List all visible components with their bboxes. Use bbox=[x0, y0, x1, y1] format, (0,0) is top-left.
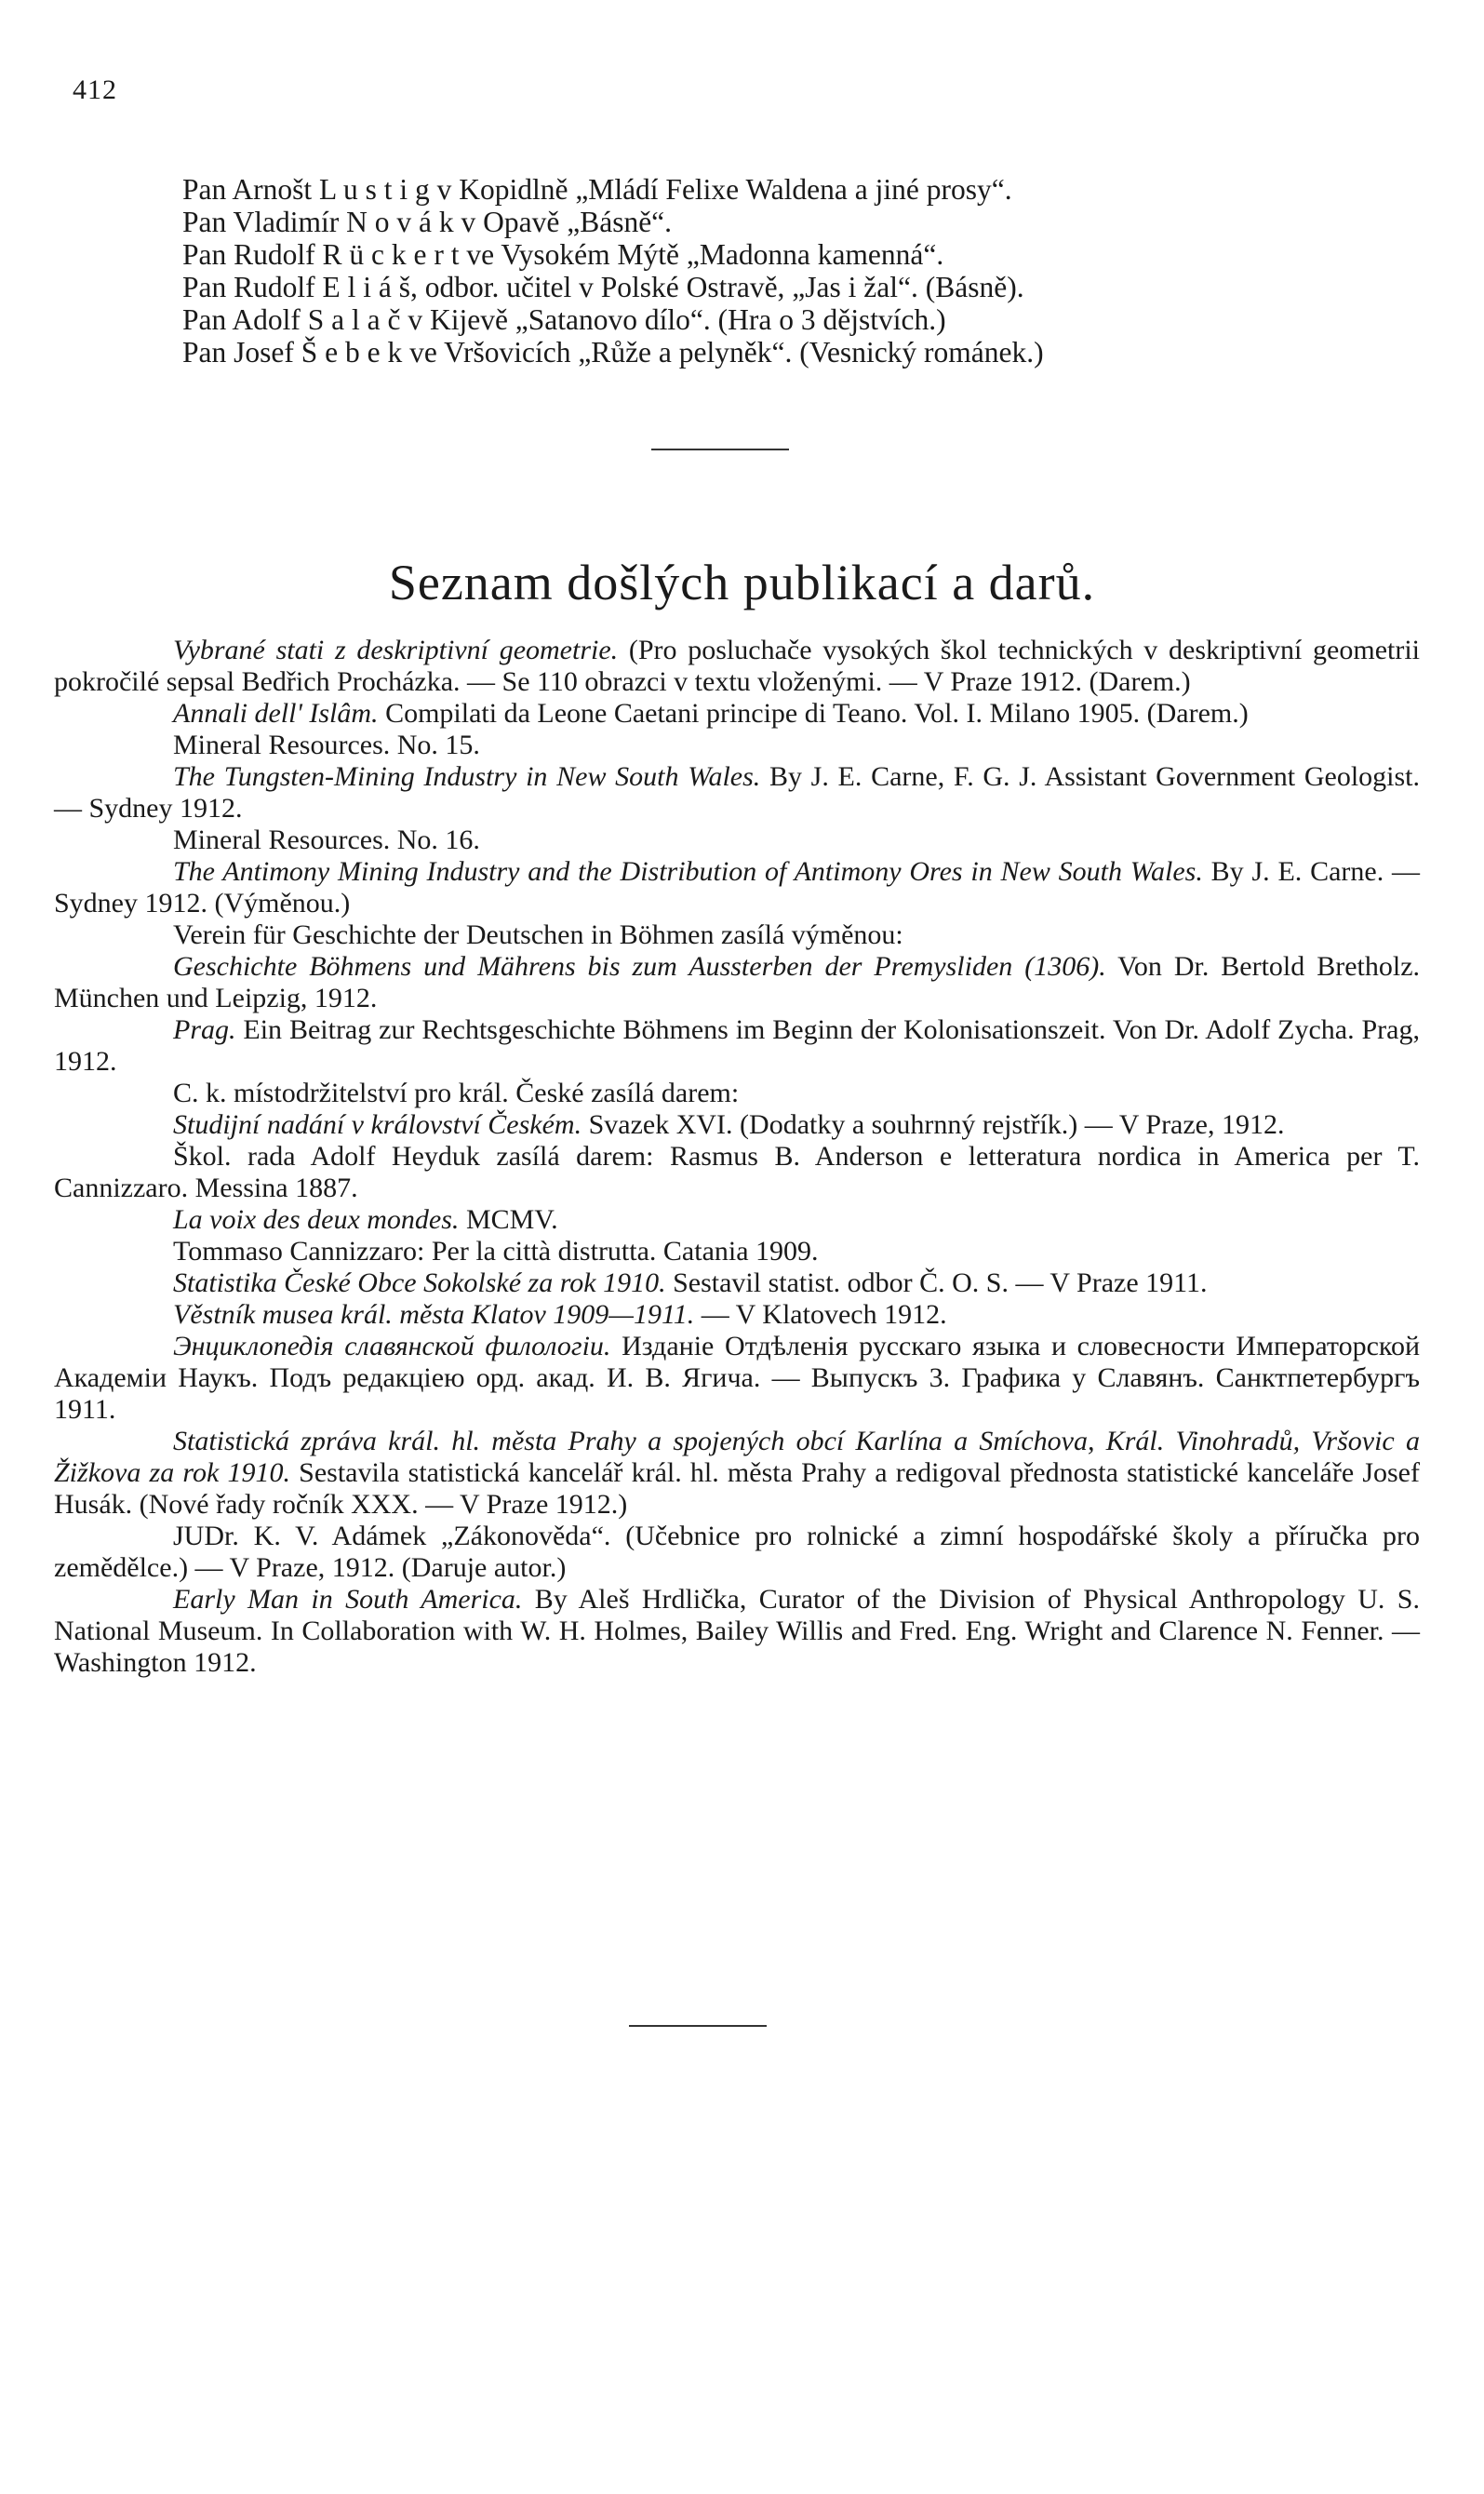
publication-entry bbox=[54, 1331, 1420, 1426]
entry-text: Mineral Resources. No. 15. bbox=[173, 730, 480, 760]
entry-title: La voix des deux mondes. bbox=[173, 1204, 460, 1235]
publication-entry bbox=[54, 919, 1420, 951]
entry-text: Sestavil statist. odbor Č. O. S. — V Praze 1911. bbox=[665, 1267, 1208, 1298]
publication-entry bbox=[54, 1204, 1420, 1236]
author-line: Pan Rudolf R ü c k e r t ve Vysokém Mýtě „Madonna kamenná“. bbox=[182, 238, 944, 271]
publication-entry bbox=[54, 951, 1420, 1014]
entry-title: Statistická zpráva král. hl. města Prahy a spojených obcí Karlína a Smíchova, Král. Vinohradů, Vršovic a Žižkova za rok 1910. bbox=[54, 1426, 1420, 1488]
entry-title: Geschichte Böhmens und Mährens bis zum Aussterben der Premysliden (1306). bbox=[173, 951, 1106, 982]
entry-text: Von Dr. Bertold Bretholz. München und Leipzig, 1912. bbox=[54, 951, 1421, 1013]
publication-entry bbox=[54, 730, 1420, 761]
entry-text: Compilati da Leone Caetani principe di Teano. Vol. I. Milano 1905. (Darem.) bbox=[378, 698, 1249, 729]
publication-entry bbox=[54, 1109, 1420, 1141]
entry-text: By Aleš Hrdlička, Curator of the Division of Physical Anthropology U. S. National Museum. In Collaboration with W. H. Holmes, Bailey Willis and Fred. Eng. Wright and Clarence N. Fenner. — Washington 1912. bbox=[54, 1584, 1420, 1678]
entry-text: Verein für Geschichte der Deutschen in Böhmen zasílá výměnou: bbox=[173, 919, 903, 950]
entry-title: Энциклопедія славянской филологіи. bbox=[173, 1331, 611, 1361]
author-list bbox=[182, 173, 1420, 369]
entry-text: JUDr. K. V. Adámek „Zákonověda“. (Učebnice pro rolnické a zimní hospodářské školy a příručka pro zemědělce.) — V Praze, 1912. (Daruje autor.) bbox=[54, 1521, 1420, 1583]
entry-title: Annali dell' Islâm. bbox=[173, 698, 379, 729]
author-line: Pan Vladimír N o v á k v Opavě „Básně“. bbox=[182, 206, 673, 238]
author-line: Pan Arnošt L u s t i g v Kopidlně „Mládí Felixe Waldena a jiné prosy“. bbox=[182, 173, 1012, 206]
bottom-divider bbox=[629, 2025, 767, 2027]
top-divider bbox=[651, 449, 789, 450]
section-title: Seznam došlých publikací a darů. bbox=[388, 555, 1096, 610]
entry-title: Prag. bbox=[173, 1014, 236, 1045]
entry-text: Svazek XVI. (Dodatky a souhrnný rejstřík.) — V Praze, 1912. bbox=[582, 1109, 1285, 1140]
entry-text: Tommaso Cannizzaro: Per la città distrutta. Catania 1909. bbox=[173, 1236, 819, 1267]
author-line: Pan Adolf S a l a č v Kijevě „Satanovo dílo“. (Hra o 3 dějstvích.) bbox=[182, 303, 946, 336]
entry-title: Vybrané stati z deskriptivní geometrie. bbox=[173, 635, 619, 665]
entry-text: Škol. rada Adolf Heyduk zasílá darem: Rasmus B. Anderson e letteratura nordica in America per T. Cannizzaro. Messina 1887. bbox=[54, 1141, 1420, 1203]
author-line: Pan Rudolf E l i á š, odbor. učitel v Polské Ostravě, „Jas i žal“. (Básně). bbox=[182, 271, 1024, 303]
entry-text: C. k. místodržitelství pro král. České zasílá darem: bbox=[173, 1078, 740, 1108]
entry-text: Mineral Resources. No. 16. bbox=[173, 825, 480, 855]
publication-entry bbox=[54, 1521, 1420, 1584]
entry-title: The Tungsten-Mining Industry in New South Wales. bbox=[173, 761, 761, 792]
publication-entry bbox=[54, 825, 1420, 856]
author-line: Pan Josef Š e b e k ve Vršovicích „Růže a pelyněk“. (Vesnický románek.) bbox=[182, 336, 1044, 369]
publication-entry bbox=[54, 1236, 1420, 1267]
entry-text: By J. E. Carne, F. G. J. Assistant Government Geologist. — Sydney 1912. bbox=[54, 761, 1421, 824]
entry-text: — V Klatovech 1912. bbox=[694, 1299, 947, 1330]
publication-entry bbox=[54, 856, 1420, 919]
entry-text: By J. E. Carne. — Sydney 1912. (Výměnou.) bbox=[54, 856, 1420, 918]
publication-entry bbox=[54, 761, 1420, 825]
publication-list bbox=[54, 635, 1420, 1679]
publication-entry bbox=[54, 1426, 1420, 1521]
publication-entry bbox=[54, 635, 1420, 698]
entry-title: The Antimony Mining Industry and the Distribution of Antimony Ores in New South Wales. bbox=[173, 856, 1203, 887]
entry-text: Изданіе Отдѣленія русскаго языка и словесности Императорской Академіи Наукъ. Подъ редакціею орд. акад. И. В. Ягича. — Выпускъ 3. Графика у Славянъ. Санктпетербургъ 1911. bbox=[54, 1331, 1420, 1425]
publication-entry bbox=[54, 1584, 1420, 1679]
entry-text: Ein Beitrag zur Rechtsgeschichte Böhmens im Beginn der Kolonisationszeit. Von Dr. Adolf Zycha. Prag, 1912. bbox=[54, 1014, 1420, 1077]
publication-entry bbox=[54, 1299, 1420, 1331]
entry-title: Early Man in South America. bbox=[173, 1584, 523, 1615]
page-number: 412 bbox=[73, 74, 117, 105]
entry-title: Studijní nadání v království Českém. bbox=[173, 1109, 582, 1140]
publication-entry bbox=[54, 1078, 1420, 1109]
entry-text: (Pro posluchače vysokých škol technických v deskriptivní geometrii pokročilé sepsal Bedřich Procházka. — Se 110 obrazci v textu vloženými. — V Praze 1912. (Darem.) bbox=[54, 635, 1420, 697]
publication-entry bbox=[54, 1267, 1420, 1299]
publication-entry bbox=[54, 698, 1420, 730]
entry-title: Statistika České Obce Sokolské za rok 1910. bbox=[173, 1267, 666, 1298]
entry-text: Sestavila statistická kancelář král. hl. města Prahy a redigoval přednosta statistické kanceláře Josef Husák. (Nové řady ročník XXX. — V Praze 1912.) bbox=[54, 1457, 1420, 1520]
entry-text: MCMV. bbox=[459, 1204, 558, 1235]
publication-entry bbox=[54, 1141, 1420, 1204]
entry-title: Věstník musea král. města Klatov 1909—1911. bbox=[173, 1299, 695, 1330]
publication-entry bbox=[54, 1014, 1420, 1078]
